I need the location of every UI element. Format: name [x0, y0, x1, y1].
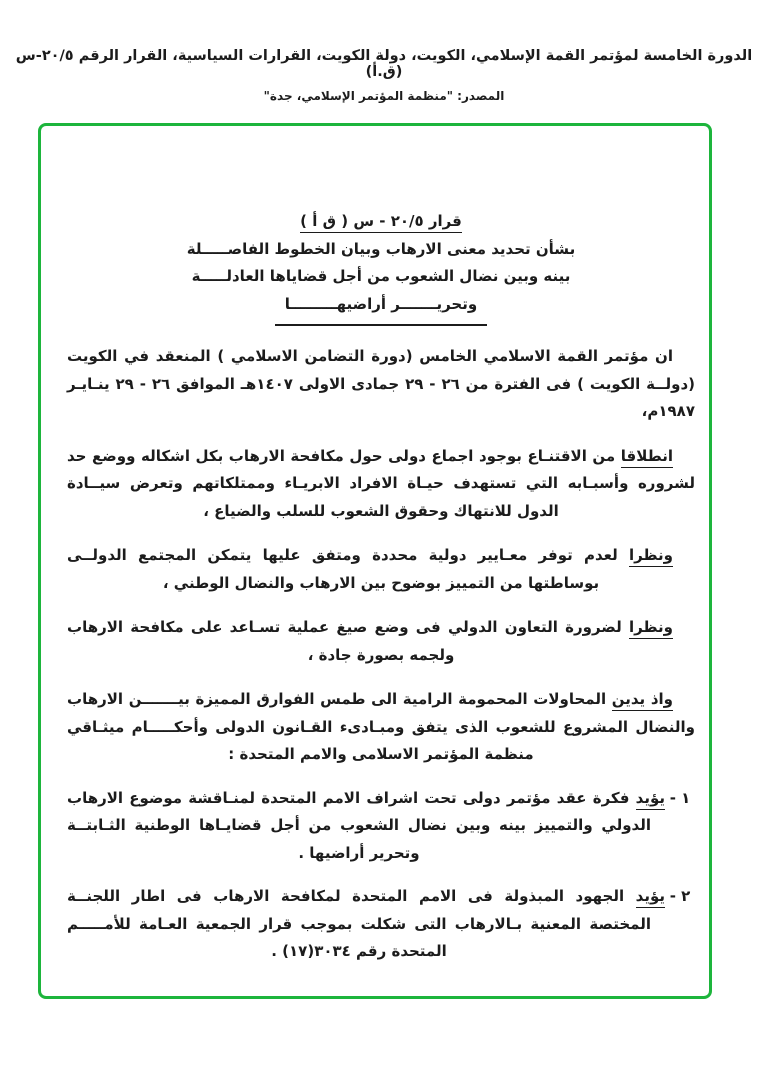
- preamble-paragraph-1: [67, 343, 695, 426]
- lead-word-underlined: يؤيد: [636, 789, 665, 810]
- resolution-subject-underlined: وتحريـــــــر أراضيهـــــــــا: [275, 291, 487, 327]
- item-number: ٢ -: [669, 887, 691, 905]
- lead-word-underlined: ونظرا: [629, 618, 673, 639]
- resolution-subject-line-1: بشأن تحديد معنى الارهاب وبيان الخطوط الفاصـــــلة: [186, 239, 576, 258]
- item-number: ١ -: [669, 788, 691, 807]
- item-text: الجهود المبذولة فى الامم المتحدة لمكافحة الارهاب فى اطار اللجنــة المختصة المعنية بـالارهاب التى شكلت بموجب قرار الجمعية العـامة للأمـــــم المتحدة رقم ٣٠٣٤(١٧) .: [67, 887, 651, 960]
- item-text: فكرة عقد مؤتمر دولى تحت اشراف الامم المتحدة لمنـاقشة موضوع الارهاب الدولي والتمييز بينه وبين نضال الشعوب من أجل قضايـاها الوطنية الثـابتــة وتحرير أراضيها .: [67, 788, 651, 862]
- resolution-subject-line-3: [67, 291, 695, 327]
- paragraph-text: من الاقتنـاع بوجود اجماع دولى حول مكافحة الارهاب بكل اشكاله ووضع حد لشروره وأسبـابه التي تستهدف حيـاة الافراد الابريـاء وممتلكاتهم وتعرض سيــادة الدول للانتهاك وحقوق الشعوب للسلب والضياع ،: [67, 446, 695, 520]
- document-citation-header: [0, 48, 768, 103]
- green-annotation-box: [38, 123, 712, 999]
- operative-item-1: [67, 785, 695, 868]
- source-line: المصدر: "منظمة المؤتمر الإسلامي، جدة": [263, 89, 505, 103]
- lead-word-underlined: ونظرا: [629, 546, 673, 567]
- lead-word-underlined: انطلاقا: [621, 447, 673, 468]
- operative-item-2: [67, 883, 695, 966]
- resolution-number-line: [67, 208, 695, 236]
- paragraph-text: المحاولات المحمومة الرامية الى طمس الفوارق المميزة بيـــــــن الارهاب والنضال المشروع للشعوب الذى يتفق ومبـادىء القـانون الدولى وأحكـــــام ميثـاقي منظمة المؤتمر الاسلامى والامم المتحدة :: [67, 690, 695, 763]
- preamble-paragraph-2: [67, 443, 695, 526]
- resolution-number: قرار ٢٠/٥ - س ( ق أ ): [300, 212, 462, 233]
- lead-word-underlined: يؤيد: [636, 887, 665, 908]
- preamble-paragraph-4: [67, 614, 695, 669]
- citation-line: الدورة الخامسة لمؤتمر القمة الإسلامي، الكويت، دولة الكويت، القرارات السياسية، القرار الرقم ٢٠/٥-س (ق.أ): [15, 48, 753, 80]
- paragraph-text: لعدم توفر معـايير دولية محددة ومتفق عليها يتمكن المجتمع الدولــى بوساطتها من التمييز بوضوح بين الارهاب والنضال الوطني ،: [67, 546, 629, 592]
- preamble-paragraph-3: [67, 542, 695, 597]
- document-body: [41, 126, 709, 999]
- paragraph-text: لضرورة التعاون الدولي فى وضع صيغ عملية تسـاعد على مكافحة الارهاب ولجمه بصورة جادة ،: [67, 618, 629, 664]
- lead-word-underlined: واذ يدين: [612, 690, 673, 711]
- resolution-subject-line-2: بينه وبين نضال الشعوب من أجل قضاياها العادلـــــة: [191, 267, 571, 285]
- paragraph-text: ان مؤتمر القمة الاسلامي الخامس (دورة التضامن الاسلامي ) المنعقد في الكويت (دولــة الكويت ) فى الفترة من ٢٦ - ٢٩ جمادى الاولى ١٤٠٧هـ الموافق ٢٦ - ٢٩ ينـايـر ١٩٨٧م،: [67, 347, 696, 420]
- preamble-paragraph-5: [67, 686, 695, 769]
- resolution-title-block: [67, 208, 695, 326]
